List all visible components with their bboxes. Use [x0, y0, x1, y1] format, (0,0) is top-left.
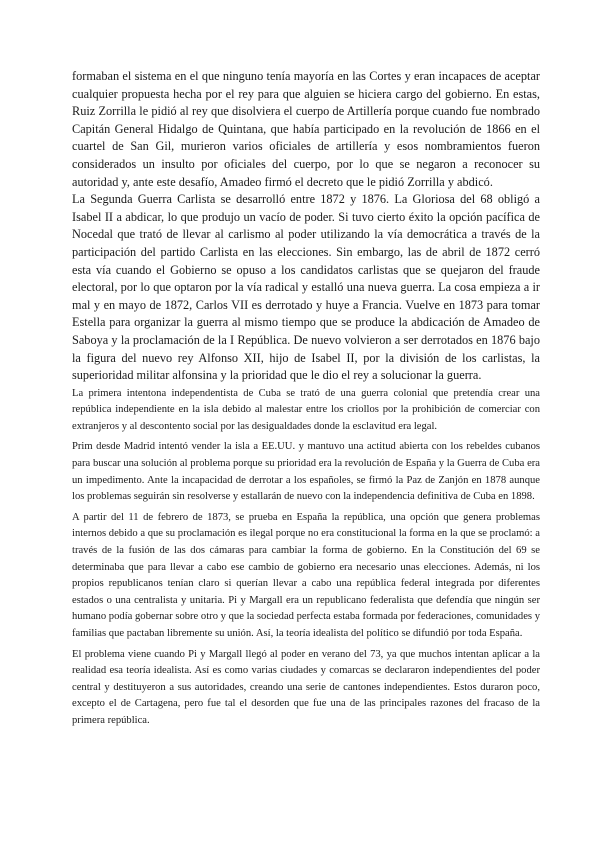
paragraph-prim-cuba-policy: Prim desde Madrid intentó vender la isla a EE.UU. y mantuvo una actitud abierta con los rebeldes cubanos para buscar una solución al problema porque su prioridad era la revolución de España y la Guerra de Cuba era un impedimento. Ante la incapacidad de derrotar a los españoles, se firmó la Paz de Zanjón en 1878 aunque los problemas seguirán sin resolverse y estallarán de nuevo con la independencia definitiva de Cuba en 1898.: [72, 441, 540, 503]
paragraph-cuba-independence-attempt: La primera intentona independentista de Cuba se trató de una guerra colonial que pretendía crear una república independiente en la isla debido al malestar entre los criollos por la prohibición de comerciar con extranjeros y al descontento social por las desigualdades donde la esclavitud era legal.: [72, 387, 540, 432]
paragraph-cantonalism: El problema viene cuando Pi y Margall llegó al poder en verano del 73, ya que muchos intentan aplicar a la realidad esa teoría idealista. Así es como varias ciudades y comarcas se declararon independientes del poder central y destituyeron a sus autoridades, creando una serie de cantones independientes. Estos duraron poco, excepto el de Cartagena, pero fue tal el desorden que fue una de las principales razones del fracaso de la primera república.: [72, 648, 540, 726]
paragraph-amadeo-abdication: formaban el sistema en el que ninguno tenía mayoría en las Cortes y eran incapaces de aceptar cualquier propuesta hecha por el rey para que alguien se hiciera cargo del gobierno. En estas, Ruiz Zorrilla le pidió al rey que disolviera el cuerpo de Artillería porque cuando fue nombrado Capitán General Hidalgo de Quintana, que había participado en la revolución de 1866 en el cuartel de San Gil, murieron varios oficiales de artillería y esos nombramientos fueron considerados un insulto por oficiales del cuerpo, por lo que se negaron a reconocer su autoridad y, ante este desafío, Amadeo firmó el decreto que le pidió Zorrilla y abdicó.: [72, 69, 540, 189]
paragraph-second-carlist-war: La Segunda Guerra Carlista se desarrolló entre 1872 y 1876. La Gloriosa del 68 obligó a Isabel II a abdicar, lo que produjo un vacío de poder. Si tuvo cierto éxito la opción pacífica de Nocedal que trató de llevar al carlismo al poder utilizando la vía democrática a través de la participación del partido Carlista en las elecciones. Sin embargo, las de abril de 1872 cerró esta vía cuando el Gobierno se opuso a los candidatos carlistas que se quejaron del fraude electoral, por lo que optaron por la vía radical y estalló una nueva guerra. La cosa empieza a ir mal y en mayo de 1872, Carlos VII es derrotado y huye a Francia. Vuelve en 1873 para tomar Estella para organizar la guerra al mismo tiempo que se produce la abdicación de Amadeo de Saboya y la proclamación de la I República. De nuevo volvieron a ser derrotados en 1876 bajo la figura del nuevo rey Alfonso XII, hijo de Isabel II, por la división de los carlistas, la superioridad militar alfonsina y la prioridad que le dio el rey a solucionar la guerra.: [72, 192, 540, 383]
paragraph-first-republic: A partir del 11 de febrero de 1873, se prueba en España la república, una opción que genera problemas internos debido a que su proclamación es ilegal porque no era constitucional la forma en la que se proclamó: a través de la fusión de las dos cámaras para cambiar la forma de gobierno. En la Constitución del 69 se determinaba que para llevar a cabo ese cambio de gobierno era necesario unas elecciones. Además, ni los propios republicanos tenían claro si querían llevar a cabo una república federal integrada por diferentes estados o una centralista y unitaria. Pi y Margall era un republicano federalista que defendía que ningún ser humano podía gobernar sobre otro y que la sociedad perfecta estaba formada por federaciones, comunidades y familias que pactaban libremente su unión. Así, la teoría idealista del político se difundió por toda España.: [72, 511, 540, 639]
